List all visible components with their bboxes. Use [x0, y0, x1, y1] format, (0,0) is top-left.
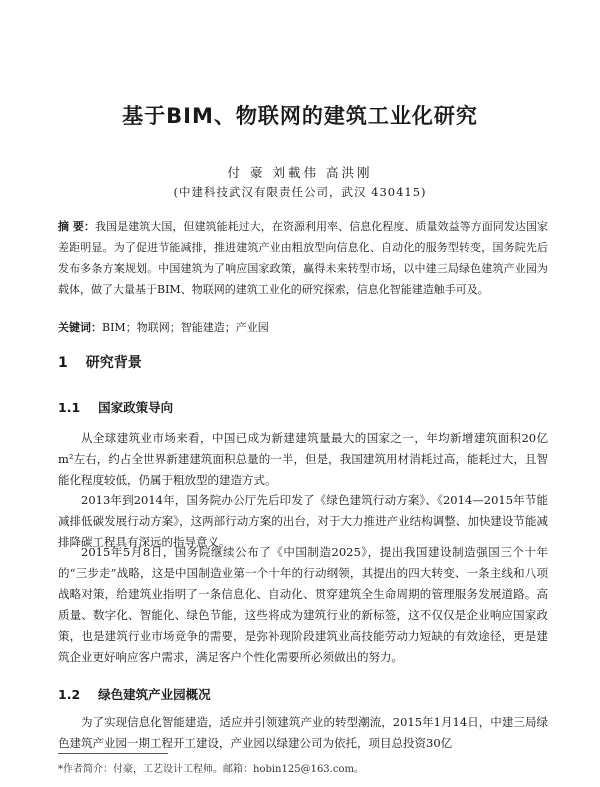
- section-number: 1: [58, 355, 68, 371]
- subsection-number: 1.1: [58, 400, 81, 415]
- section-title: 研究背景: [85, 355, 142, 371]
- abstract-block: [58, 216, 548, 300]
- abstract-text: 我国是建筑大国，但建筑能耗过大，在资源利用率、信息化程度、质量效益等方面同发达国家差距明显。为了促进节能减排，推进建筑产业由粗放型向信息化、自动化的服务型转变，国务院先后发布多条方案规划。中国建筑为了响应国家政策，赢得未来转型市场，以中建三局绿色建筑产业园为载体，做了大量基于BIM、物联网的建筑工业化的研究探索，信息化智能建造触手可及。: [58, 220, 548, 296]
- paragraph-1-1-c: 2015年5月8日，国务院继续公布了《中国制造2025》，提出我国建设制造强国三个十年的“三步走”战略，这是中国制造业第一个十年的行动纲领，其提出的四大转变、一条主线和八项战略对策，给建筑业指明了一条信息化、自动化、贯穿建筑全生命周期的管理服务发展道路。高质量、数字化、智能化、绿色节能，这些将成为建筑行业的新标签，这不仅仅是企业响应国家政策，也是建筑行业市场竞争的需要，是弥补现阶段建筑业高技能劳动力短缺的有效途径，更是建筑企业更好响应客户需求，满足客户个性化需要所必须做出的努力。: [58, 545, 548, 664]
- subsection-title: 绿色建筑产业园概况: [98, 687, 211, 702]
- paragraph-1-1-a: 从全球建筑业市场来看，中国已成为新建建筑量最大的国家之一，年均新增建筑面积20亿m²左右，约占全世界新建建筑面积总量的一半，但是，我国建筑用材消耗过高，能耗过大，且智能化程度较低，仍属于粗放型的建造方式。: [58, 431, 548, 487]
- paragraph-1-2-a: 为了实现信息化智能建造，适应并引领建筑产业的转型潮流，2015年1月14日，中建三局绿色建筑产业园一期工程开工建设，产业园以绿建公司为依托，项目总投资30亿: [58, 715, 548, 750]
- paragraph-1-1-b: 2013年到2014年，国务院办公厅先后印发了《绿色建筑行动方案》、《2014—2015年节能减排低碳发展行动方案》，这两部行动方案的出台，对于大力推进产业结构调整、加快建设节能减排降碳工程具有深远的指导意义。: [58, 493, 548, 549]
- author-footnote: *作者简介：付豪，工艺设计工程师。邮箱：hobin125@163.com。: [58, 764, 364, 775]
- keywords-label: 关键词：: [58, 321, 102, 334]
- section-heading-1-2: [58, 685, 211, 703]
- section-heading-1-1: [58, 398, 173, 416]
- paper-authors: 付 豪 刘載伟 高洪刚: [227, 165, 373, 180]
- footnote-divider: [58, 753, 168, 754]
- subsection-title: 国家政策导向: [98, 400, 174, 415]
- paper-affiliation: (中建科技武汉有限责任公司，武汉 430415): [173, 185, 427, 199]
- paper-title: 基于BIM、物联网的建筑工业化研究: [122, 104, 478, 128]
- keywords-text: BIM；物联网；智能建造；产业园: [102, 321, 269, 334]
- section-heading-1: [58, 352, 142, 372]
- abstract-label: 摘 要：: [58, 220, 96, 233]
- subsection-number: 1.2: [58, 687, 81, 702]
- keywords-block: [58, 319, 548, 337]
